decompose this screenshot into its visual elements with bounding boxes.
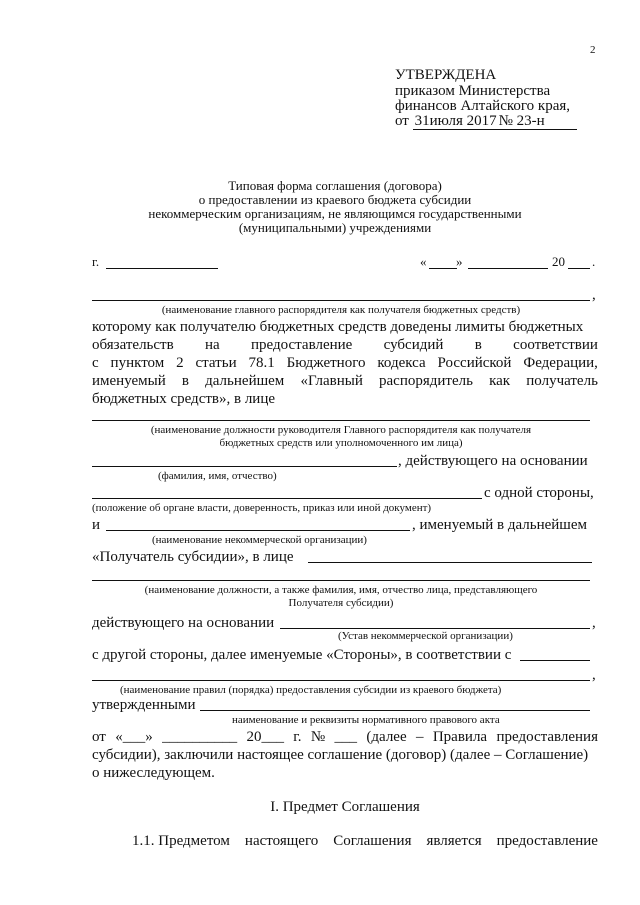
comma: , bbox=[592, 615, 596, 631]
p1-line3 bbox=[92, 354, 598, 372]
charter-line bbox=[280, 628, 590, 629]
approved-text: утвержденными bbox=[92, 697, 196, 713]
word: предоставления bbox=[496, 729, 598, 745]
caption-position-2: бюджетных средств или уполномоченного им лица) bbox=[219, 437, 463, 449]
year-line bbox=[568, 268, 590, 269]
position-line bbox=[92, 420, 590, 421]
clause-1-1 bbox=[132, 832, 598, 850]
heading-line1: Типовая форма соглашения (договора) bbox=[228, 178, 442, 193]
word: Соглашения bbox=[333, 833, 412, 849]
word: субсидий bbox=[383, 337, 444, 353]
word: г. bbox=[293, 729, 302, 745]
word: 1.1. Предметом bbox=[132, 833, 230, 849]
caption-position-1: (наименование должности руководителя Главного распорядителя как получателя bbox=[150, 424, 532, 436]
word: соответствии bbox=[513, 337, 598, 353]
word: 20___ bbox=[246, 729, 284, 745]
recipient-position-line bbox=[92, 580, 590, 581]
word: Правила bbox=[432, 729, 488, 745]
recipient-text: «Получатель субсидии», в лице bbox=[92, 549, 294, 565]
word: кодекса bbox=[377, 355, 426, 371]
word: __________ bbox=[162, 729, 238, 745]
and-text: и bbox=[92, 517, 101, 533]
caption-charter: (Устав некоммерческой организации) bbox=[338, 630, 513, 642]
organization-line bbox=[106, 530, 410, 531]
day-line bbox=[429, 268, 457, 269]
word: в bbox=[181, 373, 189, 389]
other-side-text: с другой стороны, далее именуемые «Стороны», в соответствии с bbox=[92, 647, 512, 663]
approval-order bbox=[395, 112, 577, 130]
word: Российской bbox=[437, 355, 512, 371]
acting-basis-text: действующего на основании bbox=[92, 615, 275, 631]
one-side-text: с одной стороны, bbox=[484, 485, 594, 501]
word: получатель bbox=[526, 373, 598, 389]
word: распорядитель bbox=[379, 373, 473, 389]
p1-line2 bbox=[92, 336, 598, 354]
word: настоящего bbox=[244, 833, 319, 849]
caption-main-distributor: (наименование главного распорядителя как получателя бюджетных средств) bbox=[161, 304, 521, 316]
acting-text: , действующего на основании bbox=[398, 453, 588, 469]
word: на bbox=[205, 337, 220, 353]
word: № bbox=[310, 729, 326, 745]
caption-basis: (положение об органе власти, доверенность, приказ или иной документ) bbox=[92, 502, 432, 514]
word: дальнейшем bbox=[205, 373, 285, 389]
word: Бюджетного bbox=[286, 355, 366, 371]
basis-line bbox=[92, 498, 482, 499]
word: от bbox=[92, 729, 106, 745]
date-quote-open: « bbox=[420, 254, 427, 269]
word: предоставление bbox=[251, 337, 353, 353]
main-distributor-line bbox=[92, 300, 590, 301]
month-line bbox=[468, 268, 548, 269]
rules-line bbox=[92, 680, 590, 681]
rules-line-short bbox=[520, 660, 590, 661]
fio-line bbox=[92, 466, 397, 467]
date-year: 20 bbox=[552, 254, 565, 269]
caption-rules: (наименование правил (порядка) предоставления субсидии из краевого бюджета) bbox=[120, 684, 502, 696]
word: является bbox=[426, 833, 482, 849]
city-line bbox=[106, 268, 218, 269]
p1-line1: которому как получателю бюджетных средств доведены лимиты бюджетных bbox=[92, 319, 584, 335]
act-line bbox=[200, 710, 590, 711]
word: «Главный bbox=[300, 373, 363, 389]
caption-recipient-1: (наименование должности, а также фамилия, имя, отчество лица, представляющего bbox=[144, 584, 538, 596]
comma: , bbox=[592, 287, 596, 303]
word: пунктом bbox=[110, 355, 165, 371]
approval-date: 31июля 2017 bbox=[414, 113, 497, 129]
word: (далее bbox=[366, 729, 407, 745]
page-number: 2 bbox=[590, 44, 596, 56]
word: статьи bbox=[195, 355, 237, 371]
word: ___ bbox=[334, 729, 358, 745]
caption-fio: (фамилия, имя, отчество) bbox=[158, 470, 277, 482]
approval-prefix: от bbox=[395, 113, 409, 129]
date-quote-close: » bbox=[456, 254, 463, 269]
named-text: , именуемый в дальнейшем bbox=[412, 517, 588, 533]
word: Федерации, bbox=[523, 355, 598, 371]
comma: , bbox=[592, 667, 596, 683]
heading-line4: (муниципальными) учреждениями bbox=[238, 220, 432, 235]
word: в bbox=[474, 337, 482, 353]
word: именуемый bbox=[92, 373, 166, 389]
caption-act: наименование и реквизиты нормативного правового акта bbox=[232, 714, 500, 726]
word: как bbox=[489, 373, 511, 389]
city-label: г. bbox=[92, 254, 100, 269]
caption-organization: (наименование некоммерческой организации) bbox=[152, 534, 367, 546]
approval-line2: финансов Алтайского края, bbox=[395, 98, 570, 114]
approval-number: № 23-н bbox=[499, 113, 577, 130]
word: «___» bbox=[115, 729, 153, 745]
caption-recipient-2: Получателя субсидии) bbox=[288, 597, 394, 609]
p1-line5: бюджетных средств», в лице bbox=[92, 391, 276, 407]
p1-line4 bbox=[92, 372, 598, 390]
word: 2 bbox=[176, 355, 184, 371]
heading-line2: о предоставлении из краевого бюджета субсидии bbox=[198, 192, 472, 207]
recipient-person-line bbox=[308, 562, 592, 563]
word: обязательств bbox=[92, 337, 174, 353]
approval-title: УТВЕРЖДЕНА bbox=[395, 67, 497, 83]
date-dot: . bbox=[592, 254, 596, 269]
p3-line1 bbox=[92, 728, 598, 746]
section-title: I. Предмет Соглашения bbox=[270, 799, 420, 815]
p3-line3: о нижеследующем. bbox=[92, 765, 215, 781]
heading-line3: некоммерческим организациям, не являющимся государственными bbox=[148, 206, 522, 221]
word: с bbox=[92, 355, 99, 371]
word: предоставление bbox=[496, 833, 598, 849]
word: 78.1 bbox=[248, 355, 275, 371]
approval-line1: приказом Министерства bbox=[395, 83, 551, 99]
word: – bbox=[415, 729, 424, 745]
p3-line2: субсидии), заключили настоящее соглашение (договор) (далее – Соглашение) bbox=[92, 747, 589, 763]
